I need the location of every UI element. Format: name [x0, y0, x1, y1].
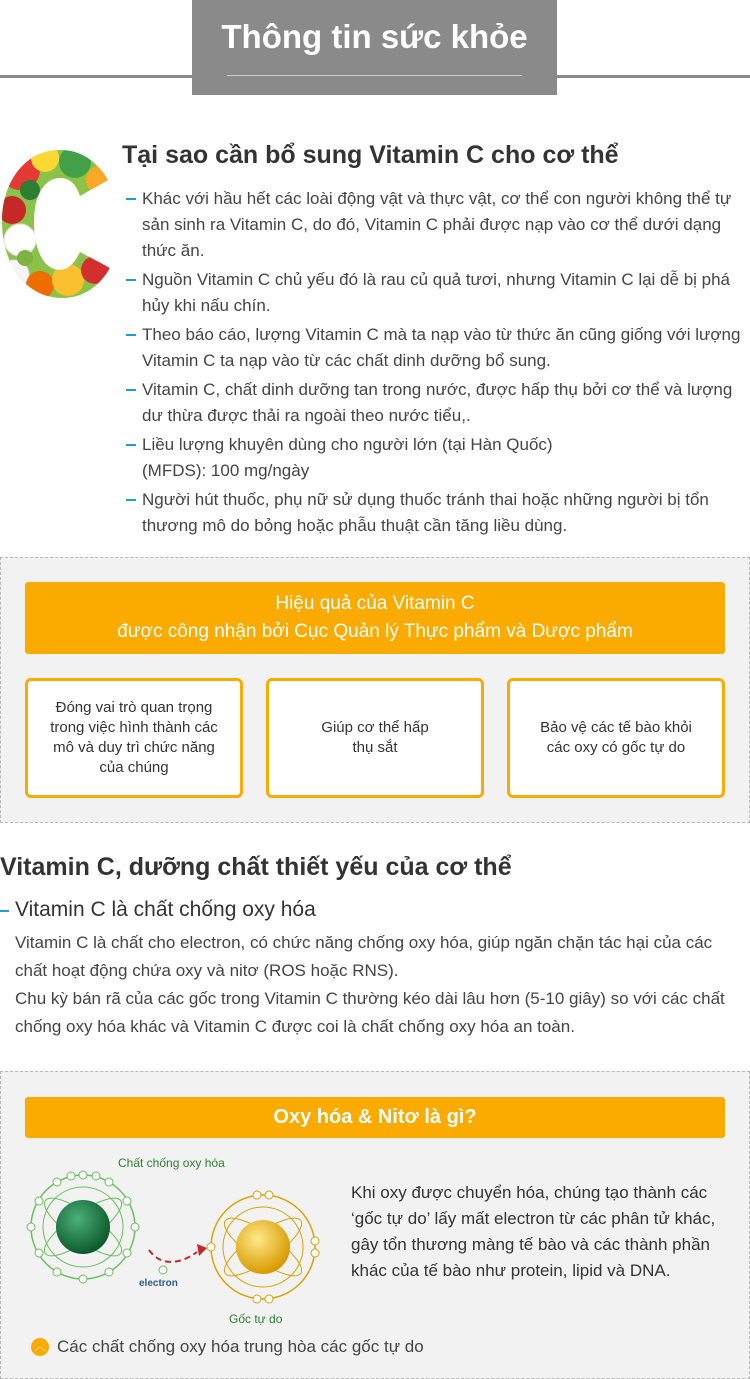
electron-icon	[159, 1266, 167, 1274]
antioxidant-label: Chất chống oxy hóa	[118, 1156, 225, 1170]
antioxidant-diagram	[21, 1152, 341, 1327]
effect-card-text: Bảo vệ các tế bào khỏi các oxy có gốc tự do	[540, 719, 692, 756]
section1-title: Tại sao cần bổ sung Vitamin C cho cơ thể	[122, 141, 619, 169]
oxidation-banner: Oxy hóa & Nitơ là gì?	[25, 1097, 725, 1138]
list-item-text: Vitamin C, chất dinh dưỡng tan trong nước, được hấp thụ bởi cơ thể và lượng dư thừa được thải ra ngoài theo nước tiểu,.	[142, 380, 733, 425]
section2-title: Vitamin C, dưỡng chất thiết yếu của cơ thể	[0, 853, 512, 881]
list-item-text: Khác với hầu hết các loài động vật và thực vật, cơ thể con người không thể tự sản sinh ra Vitamin C, do đó, Vitamin C phải được nạp vào cơ thể dưới dạng thức ăn.	[142, 189, 732, 260]
section2-paragraph	[15, 929, 735, 1041]
free-radical-label: Gốc tự do	[229, 1312, 283, 1326]
effect-card	[266, 678, 484, 798]
list-item	[126, 487, 748, 539]
electron-arrow	[149, 1250, 197, 1262]
header-tab	[192, 0, 557, 95]
list-item	[126, 186, 748, 264]
effect-card	[25, 678, 243, 798]
section1-list	[126, 186, 748, 542]
effects-banner	[25, 582, 725, 654]
list-item	[126, 432, 748, 484]
list-item	[126, 267, 748, 319]
vitamin-c-effects-box	[0, 557, 750, 823]
effects-banner-line1: Hiệu quả của Vitamin C	[275, 593, 475, 614]
list-item-text: Liều lượng khuyên dùng cho người lớn (tại Hàn Quốc) (MFDS): 100 mg/ngày	[142, 435, 553, 480]
list-item	[126, 377, 748, 429]
dash-icon	[0, 910, 9, 912]
paragraph-2: Chu kỳ bán rã của các gốc trong Vitamin C thường kéo dài lâu hơn (5-10 giây) so với các chất chống oxy hóa khác và Vitamin C được coi là chất chống oxy hóa an toàn.	[15, 989, 725, 1036]
dash-icon	[126, 389, 136, 391]
section2-subtitle: Vitamin C là chất chống oxy hóa	[15, 898, 316, 921]
electron-label: electron	[139, 1278, 178, 1289]
chevron-up-icon: ︿	[31, 1338, 49, 1356]
effect-card-text: Đóng vai trò quan trọng trong việc hình thành các mô và duy trì chức năng của chúng	[50, 699, 218, 776]
oxidation-box	[0, 1071, 750, 1379]
oxidation-description: Khi oxy được chuyển hóa, chúng tạo thành các ‘gốc tự do’ lấy mất electron từ các phân tử khác, gây tổn thương màng tế bào và các thành phần khác của tế bào như protein, lipid và DNA.	[351, 1183, 716, 1280]
list-item	[126, 322, 748, 374]
arrow-head-icon	[197, 1244, 207, 1256]
header-underline	[227, 75, 522, 76]
dash-icon	[126, 444, 136, 446]
vitamin-c-vegetables-image	[0, 140, 112, 305]
effect-card-text: Giúp cơ thể hấp thụ sắt	[321, 719, 429, 756]
list-item-text: Người hút thuốc, phụ nữ sử dụng thuốc tránh thai hoặc những người bị tổn thương mô do bỏng hoặc phẫu thuật cần tăng liều dùng.	[142, 490, 709, 535]
dash-icon	[126, 499, 136, 501]
effects-banner-line2: được công nhận bởi Cục Quản lý Thực phẩm và Dược phẩm	[117, 621, 633, 642]
page-title: Thông tin sức khỏe	[221, 18, 528, 55]
antioxidant-atom-icon	[27, 1171, 139, 1283]
dash-icon	[126, 198, 136, 200]
list-item-text: Nguồn Vitamin C chủ yếu đó là rau củ quả tươi, nhưng Vitamin C lại dễ bị phá hủy khi nấu chín.	[142, 270, 731, 315]
oxidation-note: Các chất chống oxy hóa trung hòa các gốc tự do	[57, 1337, 424, 1356]
dash-icon	[126, 334, 136, 336]
dash-icon	[126, 279, 136, 281]
effect-card	[507, 678, 725, 798]
paragraph-1: Vitamin C là chất cho electron, có chức năng chống oxy hóa, giúp ngăn chặn tác hại của các chất hoạt động chứa oxy và nitơ (ROS hoặc RNS).	[15, 933, 713, 980]
free-radical-atom-icon	[207, 1191, 319, 1303]
list-item-text: Theo báo cáo, lượng Vitamin C mà ta nạp vào từ thức ăn cũng giống với lượng Vitamin C ta nạp vào từ các chất dinh dưỡng bổ sung.	[142, 325, 741, 370]
